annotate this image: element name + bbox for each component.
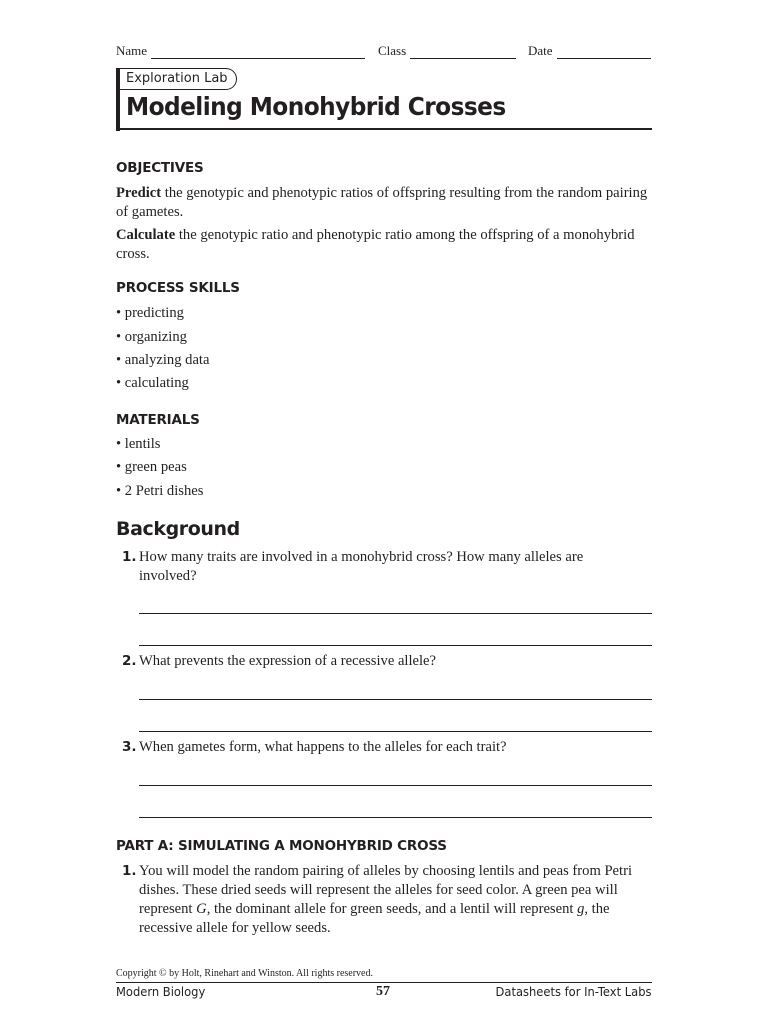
objective-1-text: the genotypic and phenotypic ratios of offspring resulting from the random pairing of gametes. <box>116 185 648 220</box>
lab-tag: Exploration Lab <box>119 68 237 90</box>
list-item-text: calculating <box>124 375 189 391</box>
step-number: 1. <box>122 863 137 879</box>
date-line[interactable] <box>557 46 651 59</box>
step-text-part: , the recessive allele for yellow seeds. <box>139 901 610 936</box>
allele-recessive: g <box>577 901 585 917</box>
answer-line[interactable] <box>139 645 652 646</box>
materials-heading: MATERIALS <box>116 412 200 428</box>
list-item: • 2 Petri dishes <box>116 483 204 499</box>
question-number: 2. <box>122 653 137 669</box>
question-text: How many traits are involved in a monohybrid cross? How many alleles are involved? <box>139 549 584 584</box>
question-number: 1. <box>122 549 137 565</box>
footer-rule <box>116 982 652 983</box>
answer-line[interactable] <box>139 785 652 786</box>
list-item: • green peas <box>116 459 187 475</box>
copyright: Copyright © by Holt, Rinehart and Winston. All rights reserved. <box>116 968 373 979</box>
answer-line[interactable] <box>139 613 652 614</box>
question-number: 3. <box>122 739 137 755</box>
title-rule <box>116 128 652 130</box>
list-item: • calculating <box>116 375 189 391</box>
objective-1-lead: Predict <box>116 185 162 201</box>
list-item: • analyzing data <box>116 352 210 368</box>
name-line[interactable] <box>151 46 365 59</box>
allele-dominant: G <box>196 901 207 917</box>
background-heading: Background <box>116 518 240 540</box>
list-item: • lentils <box>116 436 161 452</box>
name-label: Name <box>116 43 148 58</box>
class-field <box>378 43 516 59</box>
list-item: • predicting <box>116 305 184 321</box>
step-text-part: You will model the random pairing of alleles by choosing lentils and peas from Petri dishes. These dried seeds will represent the alleles for seed color. A green pea will represent <box>139 863 633 917</box>
class-label: Class <box>378 43 407 58</box>
page-title: Modeling Monohybrid Crosses <box>126 92 506 121</box>
step-text <box>139 862 639 938</box>
class-line[interactable] <box>410 46 516 59</box>
list-item: • organizing <box>116 329 187 345</box>
question-text: When gametes form, what happens to the alleles for each trait? <box>139 739 507 755</box>
objective-2-text: the genotypic ratio and phenotypic ratio among the offspring of a monohybrid cross. <box>116 227 635 262</box>
page-number: 57 <box>376 984 390 999</box>
list-item-text: predicting <box>124 305 184 321</box>
objective-1 <box>116 184 656 222</box>
date-field <box>528 43 651 59</box>
list-item-text: 2 Petri dishes <box>124 483 204 499</box>
answer-line[interactable] <box>139 731 652 732</box>
name-field <box>116 43 365 59</box>
answer-line[interactable] <box>139 699 652 700</box>
process-skills-heading: PROCESS SKILLS <box>116 280 240 296</box>
answer-line[interactable] <box>139 817 652 818</box>
footer-book: Modern Biology <box>116 984 206 999</box>
objective-2 <box>116 226 656 264</box>
part-a-heading: PART A: SIMULATING A MONOHYBRID CROSS <box>116 838 447 854</box>
list-item-text: lentils <box>124 436 161 452</box>
list-item-text: organizing <box>124 329 187 345</box>
list-item-text: analyzing data <box>124 352 210 368</box>
footer-section: Datasheets for In-Text Labs <box>496 984 652 999</box>
objective-2-lead: Calculate <box>116 227 176 243</box>
step-text-part: , the dominant allele for green seeds, and a lentil will represent <box>206 901 578 917</box>
date-label: Date <box>528 43 553 58</box>
objectives-heading: OBJECTIVES <box>116 160 204 176</box>
question-text: What prevents the expression of a recessive allele? <box>139 653 437 669</box>
list-item-text: green peas <box>124 459 187 475</box>
